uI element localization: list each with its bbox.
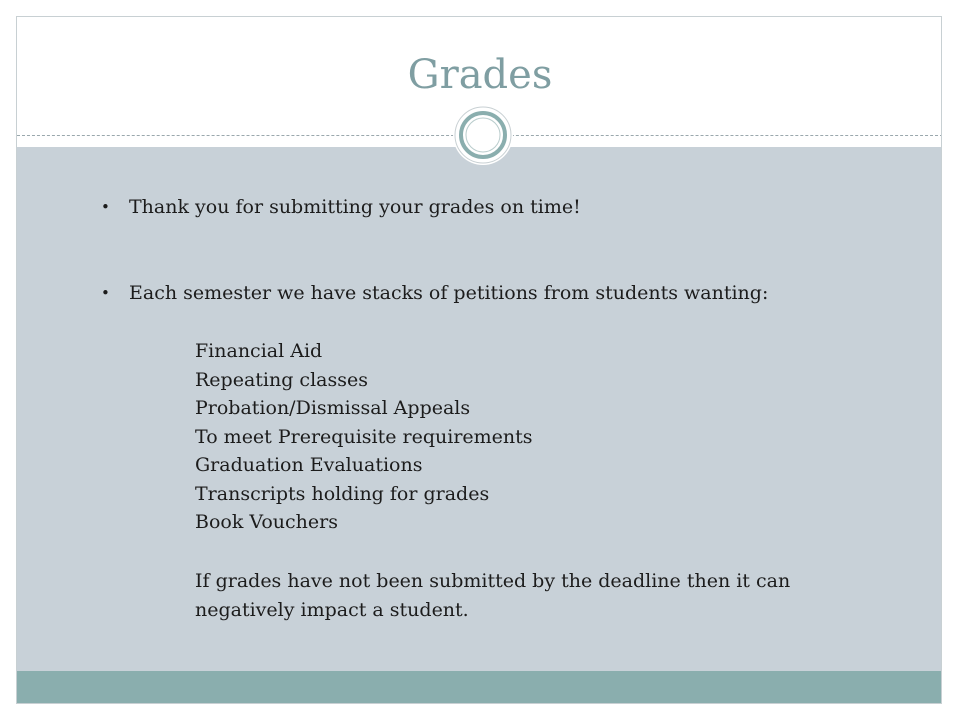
list-item: To meet Prerequisite requirements <box>195 425 533 448</box>
deadline-note <box>195 567 875 625</box>
circle-ring-svg <box>453 105 513 165</box>
circle-ring-icon <box>453 105 513 165</box>
note-line: negatively impact a student. <box>195 599 469 621</box>
list-item: Financial Aid <box>195 340 323 362</box>
note-line: If grades have not been submitted by the deadline then it can <box>195 570 791 592</box>
slide-frame <box>16 16 942 704</box>
list-item: Graduation Evaluations <box>195 454 423 476</box>
bottom-accent-bar <box>17 671 942 704</box>
list-item: Repeating classes <box>195 368 368 391</box>
slide-title: Grades <box>407 52 553 98</box>
list-item: Transcripts holding for grades <box>195 482 490 505</box>
bullet-dot: • <box>101 284 110 302</box>
bullet-text: Each semester we have stacks of petitions from students wanting: <box>129 282 769 304</box>
bullet-dot: • <box>101 198 110 216</box>
list-item: Book Vouchers <box>195 511 339 533</box>
list-item: Probation/Dismissal Appeals <box>195 397 471 419</box>
bullet-text: Thank you for submitting your grades on time! <box>129 196 581 218</box>
petition-reasons-list <box>195 337 533 537</box>
